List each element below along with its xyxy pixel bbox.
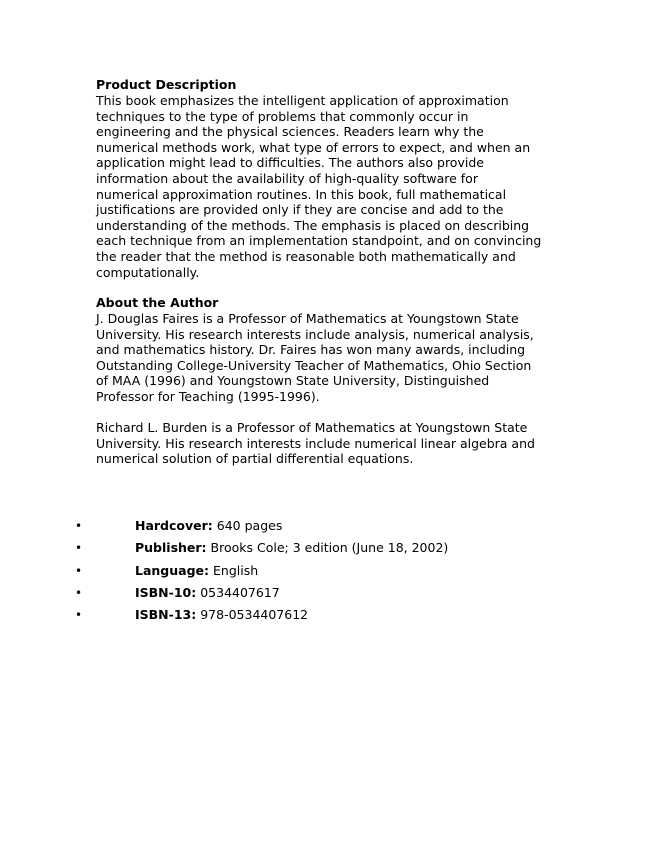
bullet-icon: • <box>75 585 83 600</box>
bullet-icon: • <box>75 541 83 556</box>
list-item-publisher <box>0 538 655 560</box>
detail-label: Language: <box>135 562 210 578</box>
product-description-heading: Product Description <box>96 77 237 92</box>
product-description-text: This book emphasizes the intelligent application of approximation techniques to the type of problems that commonly occur in engineering and the physical sciences. Readers learn why the numerical methods work, what type of errors to expect, and when an application might lead to difficulties. The authors also provide information about the availability of high-quality software for numerical approximation routines. In this book, full mathematical justifications are provided only if they are concise and add to the understanding of the methods. The emphasis is placed on describing each technique from an implementation standpoint, and on convincing the reader that the method is reasonable both mathematically and computationally. <box>96 93 542 280</box>
about-author-section <box>96 295 566 467</box>
product-description-section <box>96 77 566 280</box>
author-bio-faires: J. Douglas Faires is a Professor of Mathematics at Youngstown State University. His research interests include analysis, numerical analysis, and mathematics history. Dr. Faires has won many awards, including Outstanding College-University Teacher of Mathematics, Ohio Section of MAA (1996) and Youngstown State University, Distinguished Professor for Teaching (1995-1996). <box>96 311 534 404</box>
detail-value: Brooks Cole; 3 edition (June 18, 2002) <box>210 540 449 556</box>
detail-text <box>135 516 282 536</box>
list-item-hardcover <box>0 516 655 538</box>
detail-label: ISBN-10: <box>135 584 197 600</box>
list-item-isbn-13 <box>0 605 655 627</box>
bullet-icon: • <box>75 608 83 623</box>
author-bio-burden: Richard L. Burden is a Professor of Mathematics at Youngstown State University. His research interests include numerical linear algebra and numerical solution of partial differential equations. <box>96 420 535 467</box>
detail-value: 978-0534407612 <box>200 607 309 623</box>
detail-value: 640 pages <box>216 518 283 533</box>
product-details-list <box>0 516 655 627</box>
bullet-icon: • <box>75 563 83 578</box>
bullet-icon: • <box>75 519 83 533</box>
detail-label: ISBN-13: <box>135 607 197 623</box>
list-item-isbn-10 <box>0 583 655 605</box>
detail-value: English <box>213 562 259 578</box>
detail-label: Hardcover: <box>135 518 213 533</box>
detail-text <box>135 561 258 581</box>
detail-text <box>135 583 280 603</box>
detail-text <box>135 605 308 625</box>
detail-value: 0534407617 <box>200 584 280 600</box>
detail-text <box>135 538 448 558</box>
list-item-language <box>0 561 655 583</box>
about-author-heading: About the Author <box>96 295 219 310</box>
detail-label: Publisher: <box>135 540 207 556</box>
